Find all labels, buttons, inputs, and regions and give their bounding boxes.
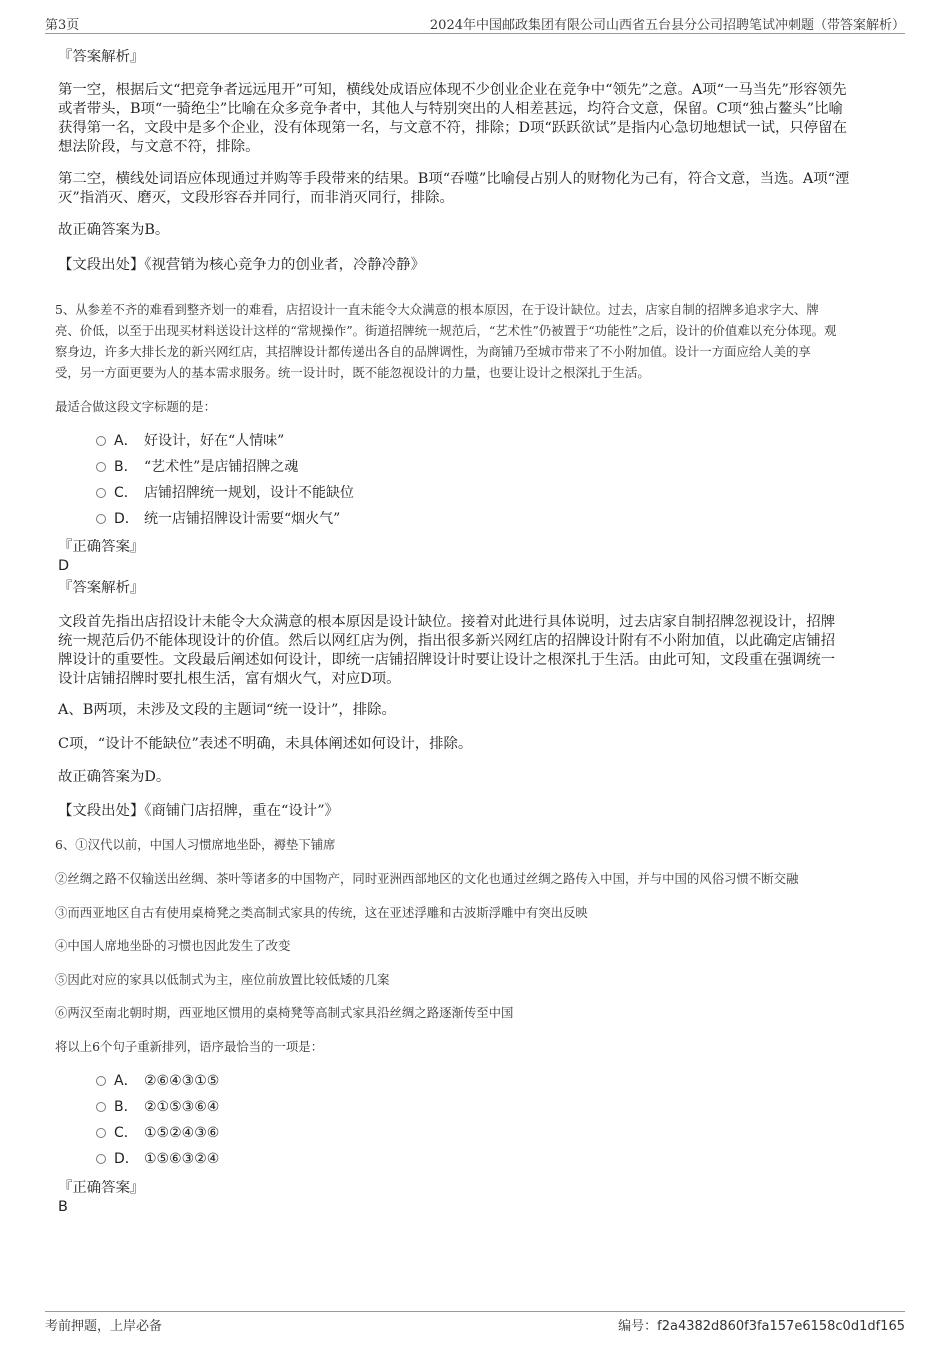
q5-answer-title: 『正确答案』 xyxy=(58,539,145,555)
q6-sentence: ③而西亚地区自古有使用桌椅凳之类高制式家具的传统，这在亚述浮雕和古波斯浮雕中有突出反映 xyxy=(55,905,588,920)
q5-option-a[interactable] xyxy=(96,431,284,451)
q5-analysis-line: 牌设计的重要性。文段最后阐述如何设计，即统一店铺招牌设计时要让设计之根深扎于生活。由此可知，文段重在强调统一 xyxy=(58,652,836,668)
option-text: ①⑤⑥③②④ xyxy=(144,1151,220,1167)
radio-icon[interactable] xyxy=(96,488,106,498)
option-letter: C． xyxy=(114,1125,138,1141)
q4-analysis-line: 想法阶段，与文意不符，排除。 xyxy=(58,139,260,155)
document-title: 2024年中国邮政集团有限公司山西省五台县分公司招聘笔试冲刺题（带答案解析） xyxy=(429,18,905,33)
q6-sentence: ⑥两汉至南北朝时期，西亚地区惯用的桌椅凳等高制式家具沿丝绸之路逐渐传至中国 xyxy=(55,1005,514,1020)
q5-option-d[interactable] xyxy=(96,509,340,529)
radio-icon[interactable] xyxy=(96,1076,106,1086)
q5-question: 最适合做这段文字标题的是： xyxy=(55,399,217,414)
q5-analysis-line: 文段首先指出店招设计未能令大众满意的根本原因是设计缺位。接着对此进行具体说明，过去店家自制招牌忽视设计，招牌 xyxy=(58,614,836,630)
q4-source: 【文段出处】《视营销为核心竞争力的创业者，冷静冷静》 xyxy=(58,257,425,273)
option-text: ②①⑤③⑥④ xyxy=(144,1099,220,1115)
q6-sentence: 6、①汉代以前，中国人习惯席地坐卧，褥垫下铺席 xyxy=(55,837,336,852)
q5-analysis-line: 设计店铺招牌时要扎根生活，富有烟火气，对应D项。 xyxy=(58,671,401,687)
q4-analysis-title: 『答案解析』 xyxy=(58,49,145,65)
page-number: 第3页 xyxy=(45,18,80,33)
q5-analysis-title: 『答案解析』 xyxy=(58,580,145,596)
q6-question: 将以上6个句子重新排列，语序最恰当的一项是： xyxy=(55,1039,324,1054)
radio-icon[interactable] xyxy=(96,1154,106,1164)
q5-note-c: C项，“设计不能缺位”表述不明确，未具体阐述如何设计，排除。 xyxy=(58,736,473,752)
option-text: “艺术性”是店铺招牌之魂 xyxy=(144,459,299,475)
page-header xyxy=(45,14,905,34)
radio-icon[interactable] xyxy=(96,514,106,524)
q4-analysis-line: 第一空，根据后文“把竞争者远远甩开”可知，横线处成语应体现不少创业企业在竞争中“领先”之意。A项“一马当先”形容领先 xyxy=(58,82,847,98)
option-letter: D． xyxy=(114,1151,139,1167)
option-text: 好设计，好在“人情味” xyxy=(144,433,285,449)
q5-answer: D xyxy=(58,558,70,574)
option-letter: A． xyxy=(114,1073,138,1089)
q5-note-ab: A、B两项，未涉及文段的主题词“统一设计”，排除。 xyxy=(58,702,396,718)
option-letter: B． xyxy=(114,459,138,475)
q4-analysis-line: 或者带头，B项“一骑绝尘”比喻在众多竞争者中，其他人与特别突出的人相差甚远，均符合文意，保留。C项“独占鳌头”比喻 xyxy=(58,101,843,117)
q5-stem-line: 5、从参差不齐的难看到整齐划一的难看，店招设计一直未能令大众满意的根本原因，在于设计缺位。过去，店家自制的招牌多追求字大、牌 xyxy=(55,302,819,317)
q5-source: 【文段出处】《商铺门店招牌，重在“设计”》 xyxy=(58,803,339,819)
q4-analysis-line: 灭”指消灭、磨灭，文段形容吞并同行，而非消灭同行，排除。 xyxy=(58,190,454,206)
q5-conclusion: 故正确答案为D。 xyxy=(58,769,171,785)
q6-option-d[interactable] xyxy=(96,1149,219,1169)
q5-analysis-line: 统一规范后仍不能体现设计的价值。然后以网红店为例，指出很多新兴网红店的招牌设计附有不小附加值，以此确定店铺招 xyxy=(58,633,836,649)
q6-sentence: ⑤因此对应的家具以低制式为主，座位前放置比较低矮的几案 xyxy=(55,972,390,987)
q5-stem-line: 亮、价低，以至于出现买材料送设计这样的“常规操作”。街道招牌统一规范后，“艺术性”仍被置于“功能性”之后，设计的价值难以充分体现。观 xyxy=(55,323,837,338)
q5-stem-line: 受，另一方面更要为人的基本需求服务。统一设计时，既不能忽视设计的力量，也要让设计之根深扎于生活。 xyxy=(55,365,650,380)
q6-answer: B xyxy=(58,1199,68,1215)
q5-stem-line: 察身边，许多大排长龙的新兴网红店，其招牌设计都传递出各自的品牌调性，为商铺乃至城市带来了不小附加值。设计一方面应给人美的享 xyxy=(55,344,811,359)
footer-code: 编号：f2a4382d860f3fa157e6158c0d1df165 xyxy=(618,1319,905,1334)
q6-option-b[interactable] xyxy=(96,1097,219,1117)
q4-analysis-line: 获得第一名，文段中是多个企业，没有体现第一名，与文意不符，排除；D项“跃跃欲试”是指内心急切地想试一试，只停留在 xyxy=(58,120,847,136)
q4-conclusion: 故正确答案为B。 xyxy=(58,222,170,238)
radio-icon[interactable] xyxy=(96,462,106,472)
page-footer xyxy=(45,1311,905,1332)
radio-icon[interactable] xyxy=(96,1102,106,1112)
q6-sentence: ④中国人席地坐卧的习惯也因此发生了改变 xyxy=(55,938,291,953)
option-text: ②⑥④③①⑤ xyxy=(144,1073,220,1089)
q6-option-a[interactable] xyxy=(96,1071,219,1091)
q6-sentence: ②丝绸之路不仅输送出丝绸、茶叶等诸多的中国物产，同时亚洲西部地区的文化也通过丝绸之路传入中国，并与中国的风俗习惯不断交融 xyxy=(55,871,799,886)
option-letter: A． xyxy=(114,433,138,449)
option-text: 统一店铺招牌设计需要“烟火气” xyxy=(144,511,341,527)
option-letter: C． xyxy=(114,485,138,501)
q6-option-c[interactable] xyxy=(96,1123,219,1143)
radio-icon[interactable] xyxy=(96,1128,106,1138)
option-text: 店铺招牌统一规划，设计不能缺位 xyxy=(144,485,354,501)
q6-answer-title: 『正确答案』 xyxy=(58,1180,145,1196)
q5-option-c[interactable] xyxy=(96,483,354,503)
q5-option-b[interactable] xyxy=(96,457,298,477)
q4-analysis-line: 第二空，横线处词语应体现通过并购等手段带来的结果。B项“吞噬”比喻侵占别人的财物化为己有，符合文意，当选。A项“湮 xyxy=(58,171,850,187)
footer-slogan: 考前押题，上岸必备 xyxy=(45,1319,163,1334)
option-text: ①⑤②④③⑥ xyxy=(144,1125,220,1141)
option-letter: D． xyxy=(114,511,139,527)
option-letter: B． xyxy=(114,1099,138,1115)
radio-icon[interactable] xyxy=(96,436,106,446)
